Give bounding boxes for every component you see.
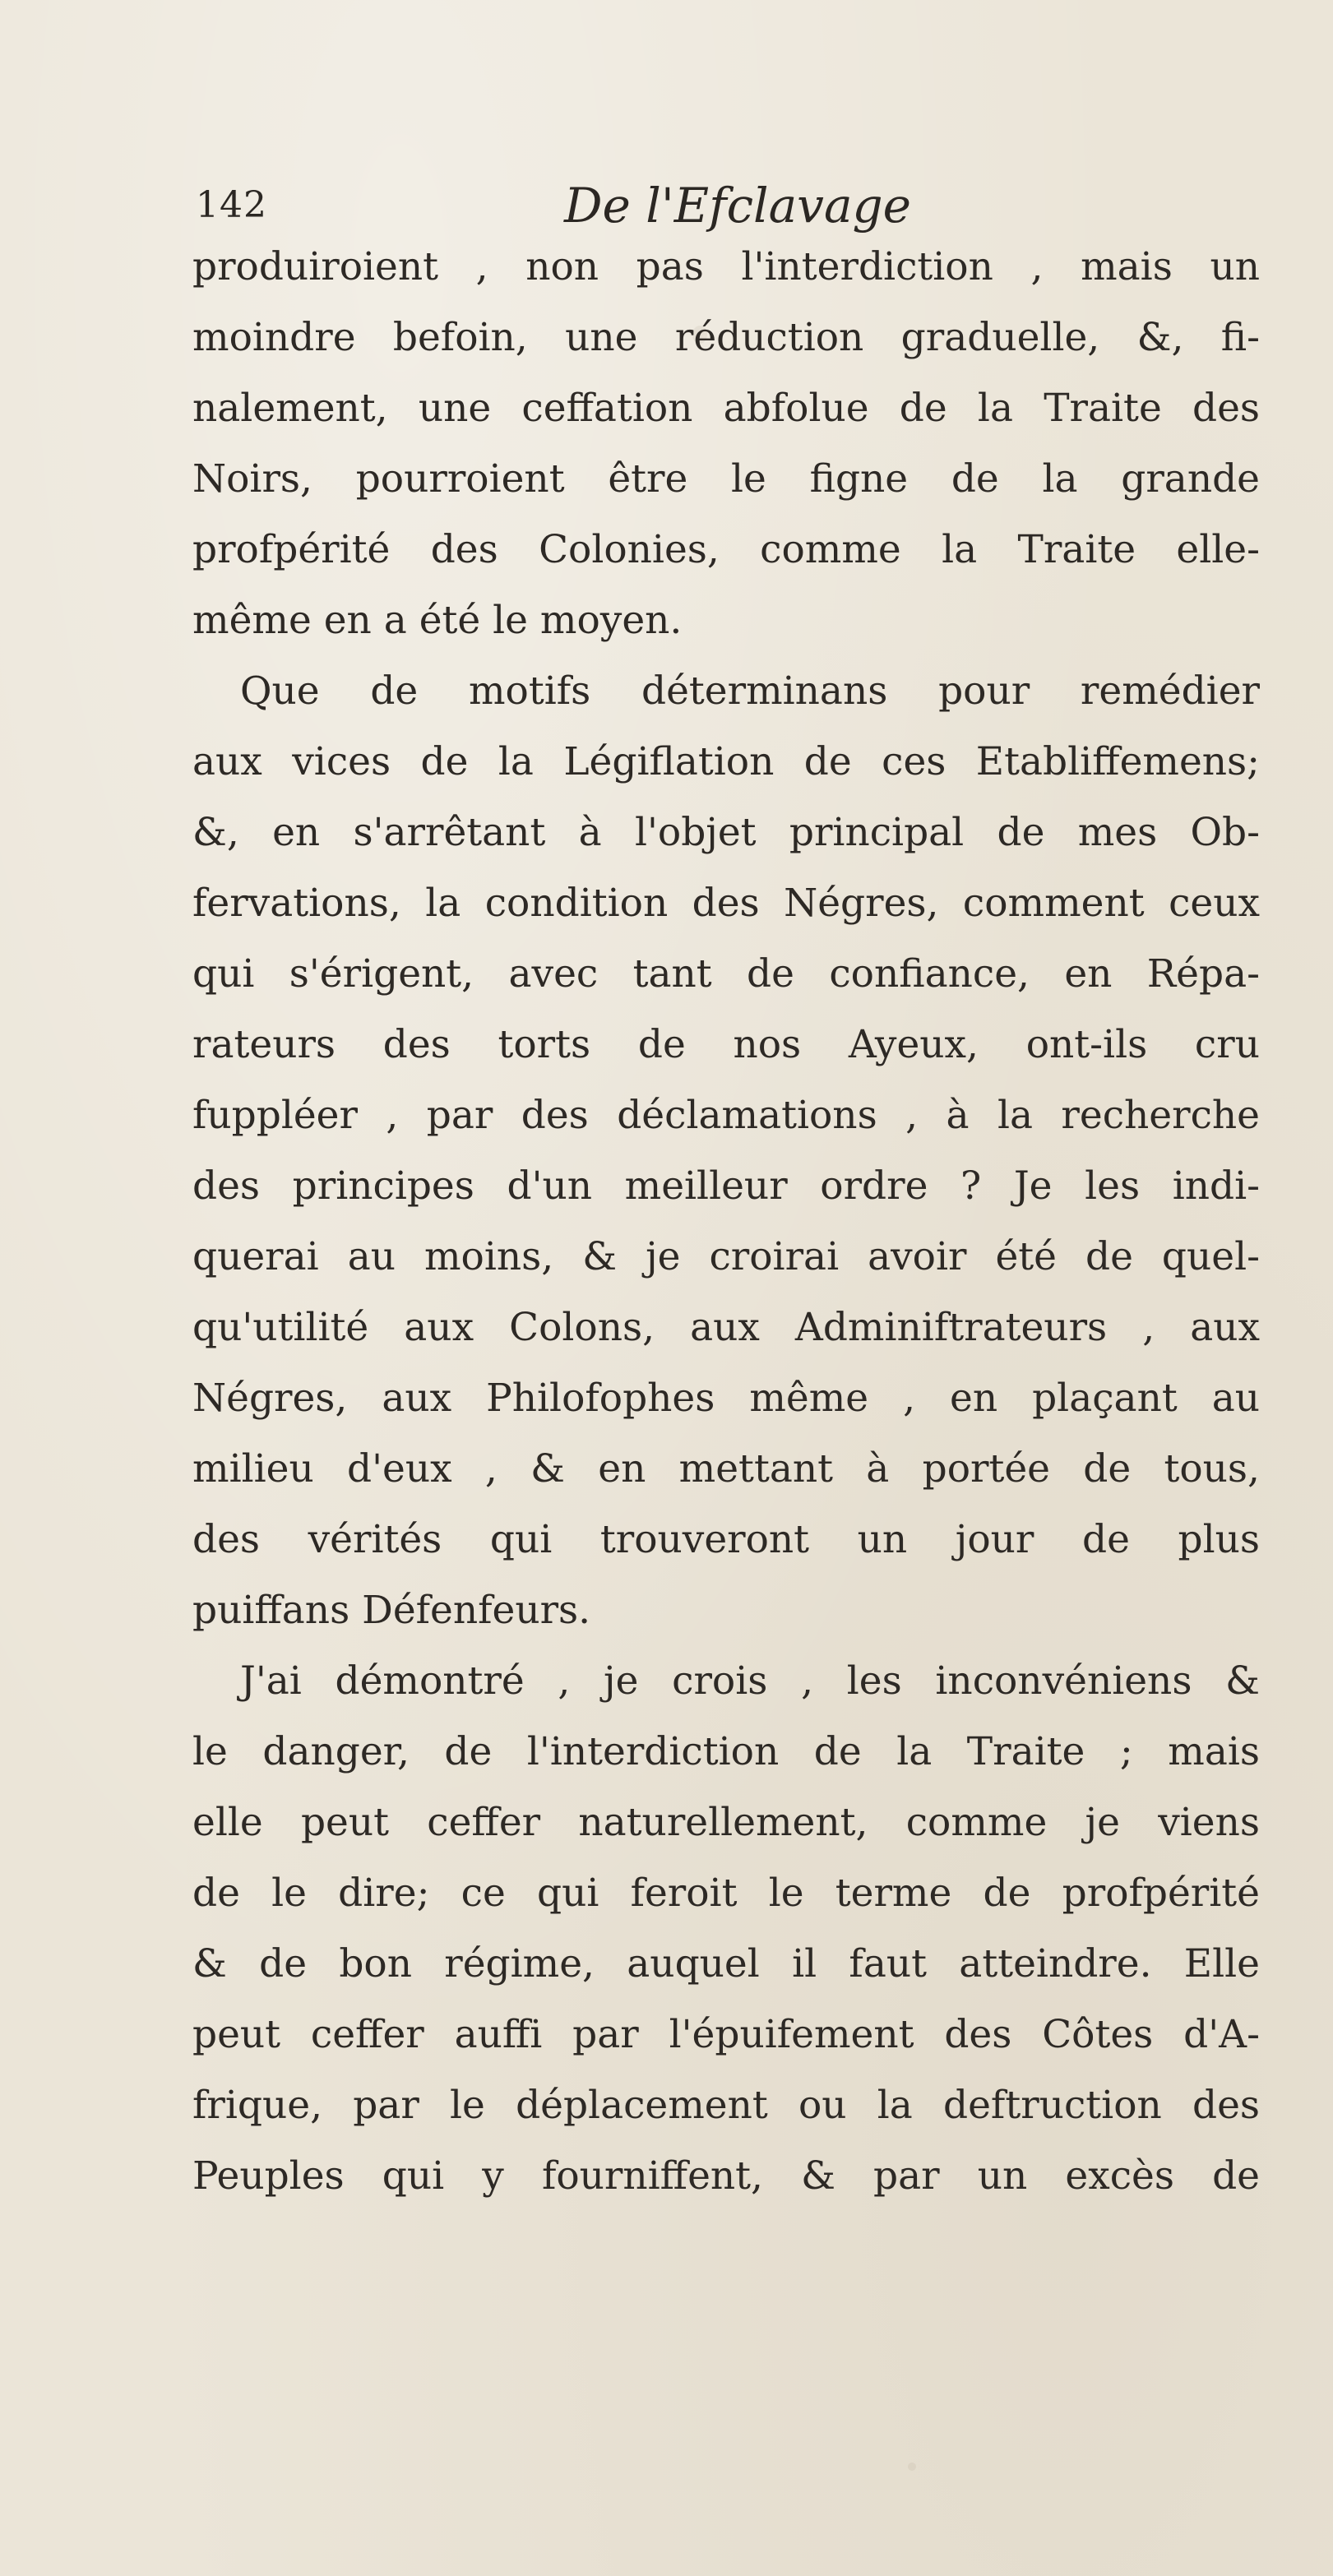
text-line: J'ai démontré , je crois , les inconvéniens & [240,1658,1260,1704]
text-line: Peuples qui y fourniffent, & par un excès de [192,2153,1260,2199]
text-line: peut ceffer auffi par l'épuifement des Côtes d'A- [192,2012,1260,2057]
text-block [192,232,1260,2212]
page-number: 142 [196,184,267,226]
text-line: des principes d'un meilleur ordre ? Je les indi- [192,1163,1260,1209]
text-line: nalement, une ceffation abfolue de la Traite des [192,386,1260,431]
text-line: Noirs, pourroient être le figne de la grande [192,456,1260,502]
text-line: produiroient , non pas l'interdiction , mais un [192,244,1260,289]
text-line: milieu d'eux , & en mettant à portée de tous, [192,1446,1260,1491]
text-line: &, en s'arrêtant à l'objet principal de mes Ob- [192,810,1260,855]
text-line: Que de motifs déterminans pour remédier [240,668,1260,714]
text-line: rateurs des torts de nos Ayeux, ont-ils cru [192,1022,1260,1067]
text-line: des vérités qui trouveront un jour de plus [192,1517,1260,1562]
text-line: même en a été le moyen. [192,598,683,643]
text-line: qu'utilité aux Colons, aux Adminiftrateurs , aux [192,1305,1260,1350]
text-line: aux vices de la Légiflation de ces Etabliffemens; [192,739,1260,784]
text-line: elle peut ceffer naturellement, comme je viens [192,1800,1260,1845]
text-line: & de bon régime, auquel il faut atteindre. Elle [192,1941,1260,1986]
text-line: profpérité des Colonies, comme la Traite elle- [192,527,1260,572]
paragraph [192,232,1260,656]
text-line: Négres, aux Philofophes même , en plaçant au [192,1376,1260,1421]
running-title: De l'Efclavage [564,178,911,234]
text-line: de le dire; ce qui feroit le terme de profpérité [192,1871,1260,1916]
text-line: querai au moins, & je croirai avoir été de quel- [192,1234,1260,1279]
text-line: puiffans Défenfeurs. [192,1588,591,1633]
paragraph [192,1646,1260,2212]
text-line: fuppléer , par des déclamations , à la recherche [192,1093,1260,1138]
text-line: qui s'érigent, avec tant de confiance, en Répa- [192,951,1260,997]
text-line: frique, par le déplacement ou la deftruction des [192,2083,1260,2128]
text-line: moindre befoin, une réduction graduelle, &, fi- [192,315,1260,360]
paragraph [192,656,1260,1646]
text-line: le danger, de l'interdiction de la Traite ; mais [192,1729,1260,1774]
paper-stain [908,2463,916,2471]
running-head [196,176,1150,235]
text-line: fervations, la condition des Négres, comment ceux [192,881,1260,926]
